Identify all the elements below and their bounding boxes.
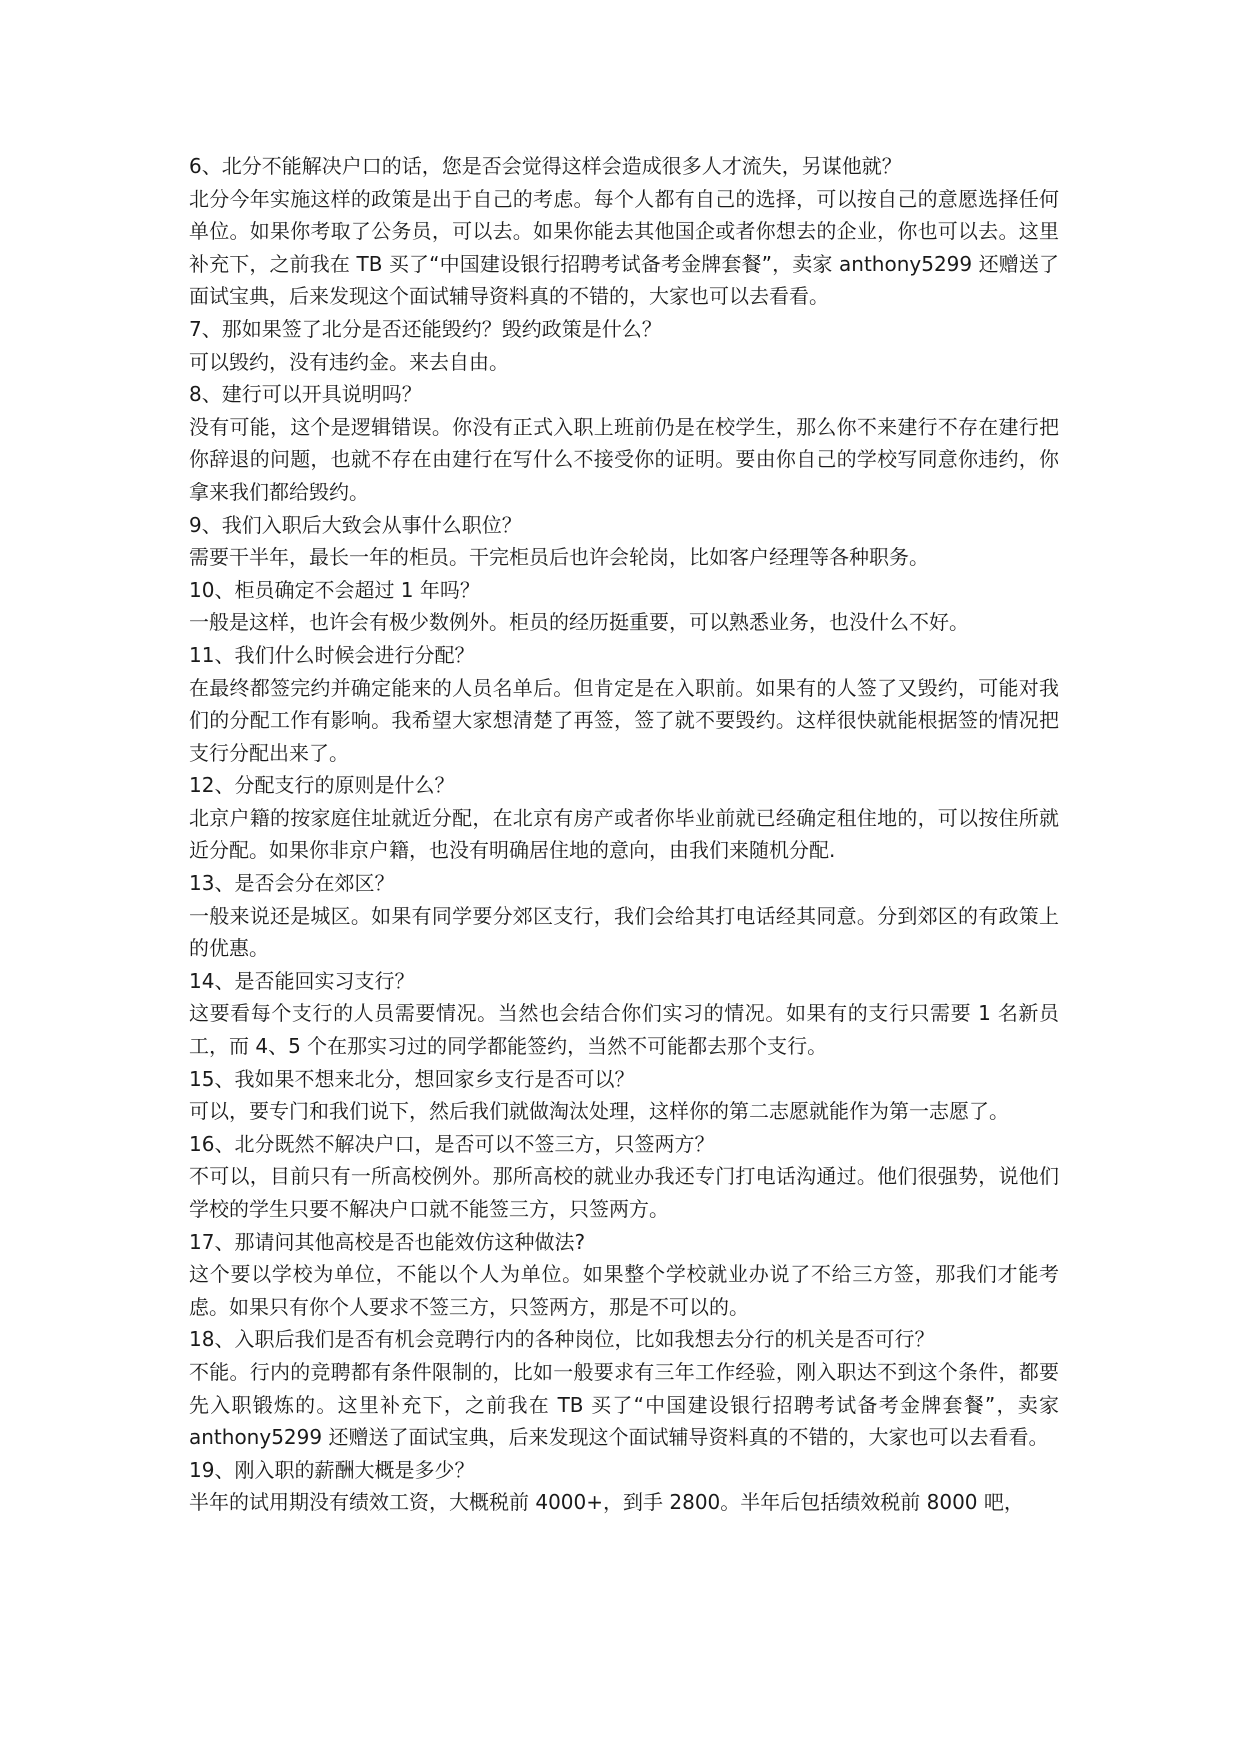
answer-9: 需要干半年，最长一年的柜员。干完柜员后也许会轮岗，比如客户经理等各种职务。	[189, 545, 929, 570]
question-16: 16、北分既然不解决户口，是否可以不签三方，只签两方？	[189, 1131, 715, 1156]
question-18: 18、入职后我们是否有机会竞聘行内的各种岗位，比如我想去分行的机关是否可行？	[189, 1327, 935, 1352]
question-19: 19、刚入职的薪酬大概是多少？	[189, 1457, 475, 1482]
question-17: 17、那请问其他高校是否也能效仿这种做法?	[189, 1229, 586, 1254]
document-page	[189, 150, 1059, 1519]
question-6: 6、北分不能解决户口的话，您是否会觉得这样会造成很多人才流失，另谋他就？	[189, 154, 902, 178]
answer-7: 可以毁约，没有违约金。来去自由。	[189, 349, 509, 374]
question-15: 15、我如果不想来北分，想回家乡支行是否可以？	[189, 1066, 635, 1091]
question-7: 7、那如果签了北分是否还能毁约？毁约政策是什么？	[189, 316, 662, 341]
answer-12: 北京户籍的按家庭住址就近分配，在北京有房产或者你毕业前就已经确定租住地的，可以按住所就近分配。如果你非京户籍，也没有明确居住地的意向，由我们来随机分配.	[189, 805, 1059, 863]
answer-19: 半年的试用期没有绩效工资，大概税前 4000+，到手 2800。半年后包括绩效税前 8000 吧，	[189, 1490, 1024, 1515]
question-14: 14、是否能回实习支行？	[189, 968, 415, 993]
answer-14: 这要看每个支行的人员需要情况。当然也会结合你们实习的情况。如果有的支行只需要 1 名新员工，而 4、5 个在那实习过的同学都能签约，当然不可能都去那个支行。	[189, 1001, 1059, 1059]
answer-17: 这个要以学校为单位，不能以个人为单位。如果整个学校就业办说了不给三方签，那我们才能考虑。如果只有你个人要求不签三方，只签两方，那是不可以的。	[189, 1262, 1059, 1319]
question-13: 13、是否会分在郊区？	[189, 871, 395, 896]
question-9: 9、我们入职后大致会从事什么职位？	[189, 512, 522, 537]
answer-10: 一般是这样，也许会有极少数例外。柜员的经历挺重要，可以熟悉业务，也没什么不好。	[189, 610, 969, 635]
answer-15: 可以，要专门和我们说下，然后我们就做淘汰处理，这样你的第二志愿就能作为第一志愿了。	[189, 1099, 1009, 1124]
question-12: 12、分配支行的原则是什么？	[189, 773, 455, 798]
question-8: 8、建行可以开具说明吗？	[189, 382, 422, 407]
answer-13: 一般来说还是城区。如果有同学要分郊区支行，我们会给其打电话经其同意。分到郊区的有政策上的优惠。	[189, 903, 1059, 961]
answer-11: 在最终都签完约并确定能来的人员名单后。但肯定是在入职前。如果有的人签了又毁约，可能对我们的分配工作有影响。我希望大家想清楚了再签，签了就不要毁约。这样很快就能根据签的情况把支行分配出来了。	[189, 675, 1059, 765]
answer-8: 没有可能，这个是逻辑错误。你没有正式入职上班前仍是在校学生，那么你不来建行不存在建行把你辞退的问题，也就不存在由建行在写什么不接受你的证明。要由你自己的学校写同意你违约，你拿来我们都给毁约。	[189, 414, 1059, 504]
answer-16: 不可以，目前只有一所高校例外。那所高校的就业办我还专门打电话沟通过。他们很强势，说他们学校的学生只要不解决户口就不能签三方，只签两方。	[189, 1164, 1059, 1221]
answer-18: 不能。行内的竞聘都有条件限制的，比如一般要求有三年工作经验，刚入职达不到这个条件，都要先入职锻炼的。这里补充下，之前我在 TB 买了“中国建设银行招聘考试备考金牌套餐”，卖家 anthony5299 还赠送了面试宝典，后来发现这个面试辅导资料真的不错的，大家也可以去看看。	[189, 1359, 1059, 1450]
answer-6: 北分今年实施这样的政策是出于自己的考虑。每个人都有自己的选择，可以按自己的意愿选择任何单位。如果你考取了公务员，可以去。如果你能去其他国企或者你想去的企业，你也可以去。这里补充下，之前我在 TB 买了“中国建设银行招聘考试备考金牌套餐”，卖家 anthony5299 还赠送了面试宝典，后来发现这个面试辅导资料真的不错的，大家也可以去看看。	[189, 186, 1059, 309]
question-10: 10、柜员确定不会超过 1 年吗？	[189, 577, 480, 602]
question-11: 11、我们什么时候会进行分配？	[189, 642, 475, 667]
